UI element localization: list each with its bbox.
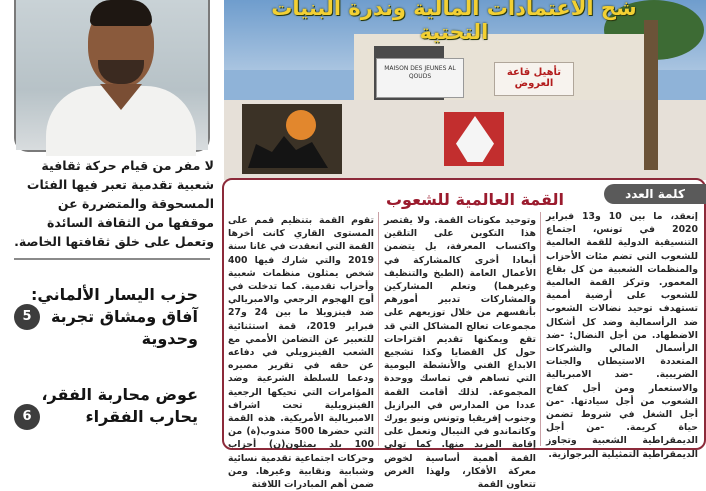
column-divider (378, 212, 379, 446)
toc-item-5[interactable] (10, 284, 218, 348)
article-column-middle: وتوحيد مكونات القمة. ولا يقتصر هذا التكوين على التلقين واكتساب المعرفة، بل يتضمن أبعادا أخرى كالمشاركة في الأعمال العامة (الطبخ والتنظيف وغيرهما) وتعلم المشاركين والمشاركات تدبير أمورهم بأنفسهم من خلال توزيعهم على مجموعات تعالج المشاكل التي قد تقع ويمكنها تقديم اقتراحات حول كل القضايا وكذا تشجيع الابداع الفني والأنشطة اليومية التي تساهم في تماسك ووحدة المجموعة. لذلك أقامت القمة عددا من المدارس في البرازيل وجنوب إفريقيا وتونس ونيو يورك وكاتماندو في النيبال وتعمل على إقامة المزيد منها. كما تولي القمة أهمية أساسية لخوض معركة الأفكار، ولهذا الغرض تتعاون القمة (384, 215, 536, 491)
author-photo (14, 0, 210, 152)
hero-photo (224, 0, 706, 175)
column-divider (540, 212, 541, 446)
toc-item-6[interactable] (10, 384, 218, 444)
quote-divider (14, 258, 210, 260)
renovation-sign: تأهيل قاعة العروض (494, 62, 574, 96)
page-number-badge: 6 (14, 404, 40, 430)
article-title: القمة العالمية للشعوب (385, 190, 565, 209)
mural-sun (286, 110, 316, 140)
section-tag: كلمة العدد (604, 184, 706, 204)
pull-quote: لا مفر من قيام حركة ثقافية شعبية تقدمية تعبر فيها الفئات المسحوقة والمتضررة عن موقفها من الثقافة السائدة وتعمل على خلق ثقافتها الخاصة. (14, 158, 214, 249)
youth-house-sign: MAISON DES JEUNES AL QOUDS (376, 58, 464, 98)
article-column-right: إنعقد، ما بين 10 و13 فبراير 2020 في تونس، اجتماع التنسيقية الدولية للقمة العالمية للشعوب التي تضم مئات الأحزاب والمنظمات الشعبية من كل بقاع المعمور. وتركز القمة العالمية للشعوب على أرضية أممية تستهدف توحيد نضالات الشعوب ضد الرأسمالية وضد كل أشكال الاضطهاد. من أجل النضال: -ضد الرأسمال المالي والشركات المتعددة الاستيطان والجنات الضريبية. -ضد الامبريالية والاستعمار ومن أجل كفاح الشعوب من أجل سيادتها. -من أجل الشغل في شروط تضمن حياة كريمة. -من أجل الديمقراطية الشعبية وتجاوز الديمقراطية التمثيلية البرجوازية. (546, 211, 698, 460)
photo-hair (90, 0, 152, 26)
toc-item-title: حزب اليسار الألماني: آفاق ومشاق تجربة وحدوية (31, 285, 198, 348)
toc-item-title: عوض محاربة الفقر، يحارب الفقراء (41, 385, 198, 426)
photo-headline: شح الاعتمادات المالية وندرة البنيات التحتية (271, 0, 637, 44)
article-column-left: تقوم القمة بتنظيم قمم على المستوى القاري كانت أخرها القمة التي انعقدت في غانا سنة 2019 والتي شارك فيها 400 شخص يمثلون منظمات شعبية وأحزاب تقدمية. كما تدخلت في أوج الهجوم الرجعي والامبريالي ضد فينزويلا ما بين 24 و27 فبراير 2019، قمة استثنائية للتعبير عن التضامن الأممي مع الشعب الفينزويلي في دفاعه عن حقه في تقرير مصيره ودعما للسلطة الشرعية وضد المؤامرات التي تحيكها الرجعية الفينزويلية تحت اشراف الامبريالية الأمريكية. هذه القمة التي حضرها 500 مندوب(ة) من 100 بلد يمثلون(ن) أحزاب وحركات اجتماعية تقدمية نسائية وشبابية ونقابية وغيرها. ومن ضمن أهم المبادرات اللافتة (228, 215, 375, 491)
page-number-badge: 5 (14, 304, 40, 330)
